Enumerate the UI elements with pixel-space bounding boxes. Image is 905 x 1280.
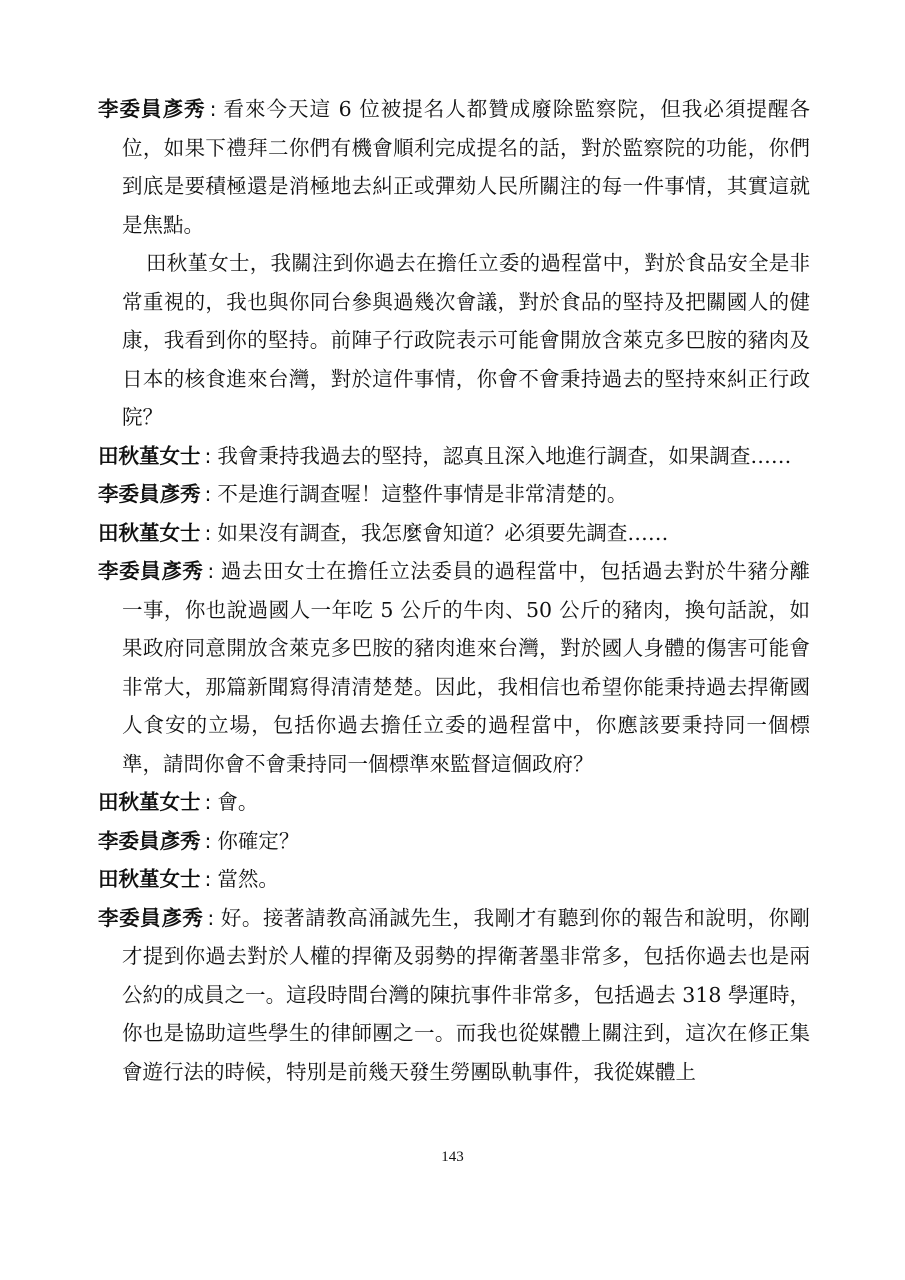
transcript-paragraph — [98, 783, 810, 822]
speaker-name: 李委員彥秀 — [98, 482, 201, 506]
paragraph-text: 看來今天這 6 位被提名人都贊成廢除監察院，但我必須提醒各位，如果下禮拜二你們有機會順利完成提名的話，對於監察院的功能，你們到底是要積極還是消極地去糾正或彈劾人民所關注的每一件事情，其實這就是焦點。 — [122, 97, 810, 237]
speaker-name: 李委員彥秀 — [98, 828, 201, 853]
paragraph-text: 如果沒有調查，我怎麼會知道？必須要先調查…… — [217, 520, 669, 545]
speaker-colon: : — [204, 520, 212, 545]
page-number: 143 — [441, 1149, 464, 1165]
transcript-paragraph — [98, 860, 810, 899]
speaker-colon: : — [207, 559, 215, 583]
speaker-name: 田秋堇女士 — [98, 443, 201, 468]
transcript-paragraph — [98, 244, 810, 437]
transcript-paragraph — [98, 514, 810, 553]
paragraph-text: 你確定？ — [217, 828, 300, 853]
transcript-body — [98, 90, 810, 1091]
paragraph-text: 好。接著請教高涌誠先生，我剛才有聽到你的報告和說明，你剛才提到你過去對於人權的捍衛及弱勢的捍衛著墨非常多，包括你過去也是兩公約的成員之一。這段時間台灣的陳抗事件非常多，包括過去 318 學運時，你也是協助這些學生的律師團之一。而我也從媒體上關注到，這次在修正集會遊行法的時候，特別是前幾天發生勞團臥軌事件，我從媒體上 — [122, 905, 811, 1084]
speaker-colon: : — [209, 97, 217, 121]
transcript-paragraph — [98, 437, 810, 476]
speaker-colon: : — [204, 790, 212, 814]
speaker-name: 田秋堇女士 — [98, 867, 201, 891]
transcript-paragraph — [98, 822, 810, 861]
paragraph-text: 當然。 — [217, 867, 279, 891]
paragraph-text: 田秋堇女士，我關注到你過去在擔任立委的過程當中，對於食品安全是非常重視的，我也與你同台參與過幾次會議，對於食品的堅持及把關國人的健康，我看到你的堅持。前陣子行政院表示可能會開放含萊克多巴胺的豬肉及日本的核食進來台灣，對於這件事情，你會不會秉持過去的堅持來糾正行政院？ — [122, 251, 810, 429]
speaker-colon: : — [204, 867, 212, 891]
transcript-paragraph — [98, 90, 810, 244]
speaker-colon: : — [204, 828, 212, 853]
speaker-name: 李委員彥秀 — [98, 905, 204, 930]
speaker-colon: : — [204, 482, 212, 506]
paragraph-text: 會。 — [217, 790, 259, 814]
transcript-paragraph — [98, 899, 810, 1092]
speaker-name: 李委員彥秀 — [98, 97, 206, 121]
transcript-paragraph — [98, 475, 810, 514]
paragraph-text: 不是進行調查喔！這整件事情是非常清楚的。 — [217, 482, 628, 506]
speaker-colon: : — [204, 443, 212, 468]
paragraph-text: 我會秉持我過去的堅持，認真且深入地進行調查，如果調查…… — [217, 443, 792, 468]
speaker-name: 李委員彥秀 — [98, 559, 204, 583]
speaker-colon: : — [207, 905, 215, 930]
transcript-paragraph — [98, 552, 810, 783]
speaker-name: 田秋堇女士 — [98, 520, 201, 545]
paragraph-text: 過去田女士在擔任立法委員的過程當中，包括過去對於牛豬分離一事，你也說過國人一年吃 5 公斤的牛肉、50 公斤的豬肉，換句話說，如果政府同意開放含萊克多巴胺的豬肉進來台灣，對於國人身體的傷害可能會非常大，那篇新聞寫得清清楚楚。因此，我相信也希望你能秉持過去捍衛國人食安的立場，包括你過去擔任立委的過程當中，你應該要秉持同一個標準，請問你會不會秉持同一個標準來監督這個政府？ — [122, 559, 811, 776]
speaker-name: 田秋堇女士 — [98, 790, 201, 814]
